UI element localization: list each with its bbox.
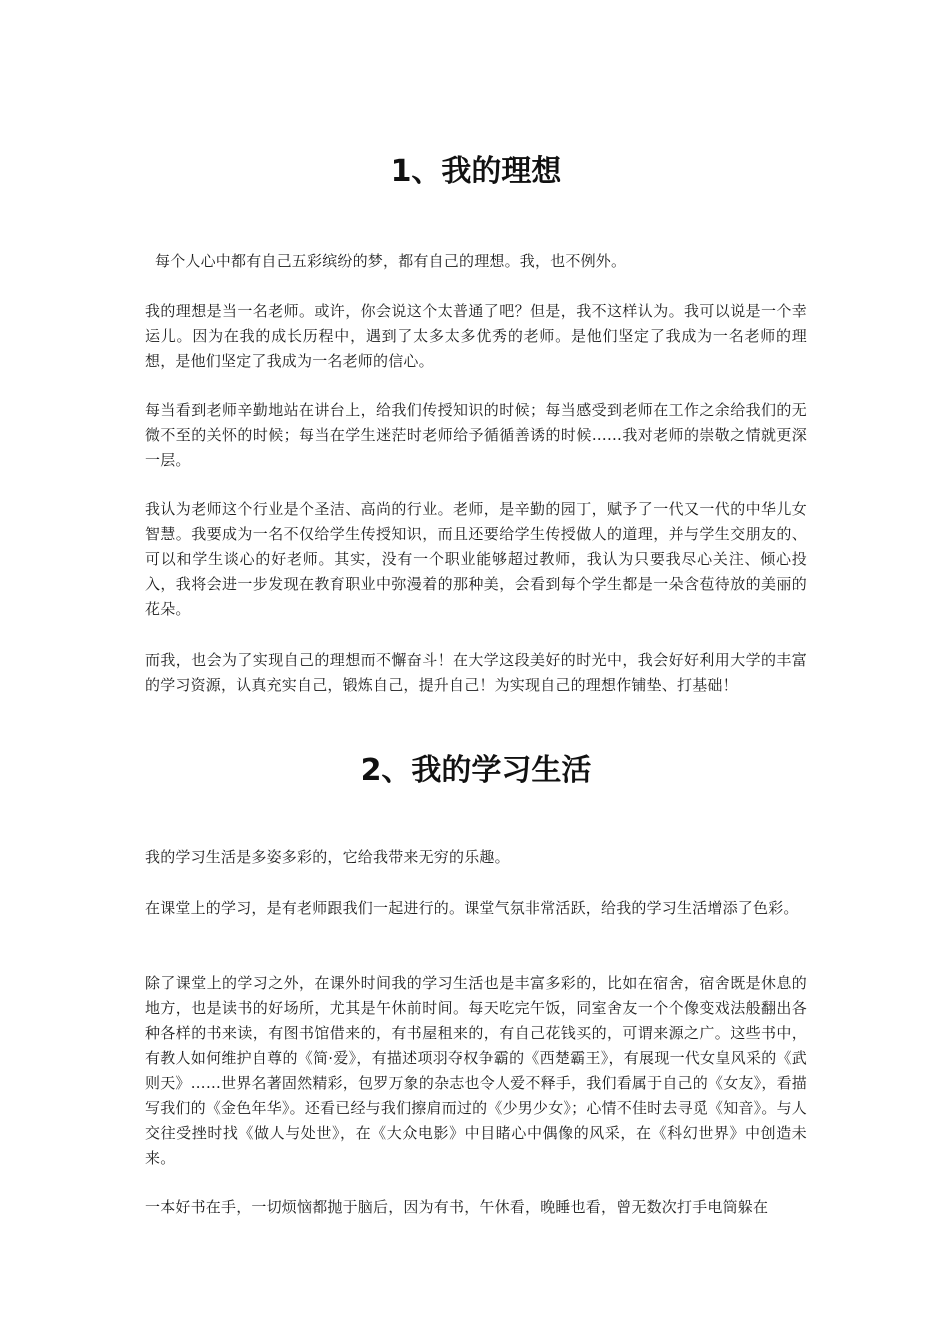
section-title-ideal: 1、我的理想	[390, 154, 562, 189]
paragraph: 而我，也会为了实现自己的理想而不懈奋斗！在大学这段美好的时光中，我会好好利用大学的丰富的学习资源，认真充实自己，锻炼自己，提升自己！为实现自己的理想作铺垫、打基础！	[145, 651, 807, 694]
paragraph: 我的学习生活是多姿多彩的，它给我带来无穷的乐趣。	[145, 848, 510, 866]
paragraph: 一本好书在手，一切烦恼都抛于脑后，因为有书，午休看，晚睡也看，曾无数次打手电筒躲在	[145, 1198, 769, 1216]
paragraph: 我认为老师这个行业是个圣洁、高尚的行业。老师，是辛勤的园丁，赋予了一代又一代的中华儿女智慧。我要成为一名不仅给学生传授知识，而且还要给学生传授做人的道理，并与学生交朋友的、可以和学生谈心的好老师。其实，没有一个职业能够超过教师，我认为只要我尽心关注、倾心投入，我将会进一步发现在教育职业中弥漫着的那种美，会看到每个学生都是一朵含苞待放的美丽的花朵。	[145, 500, 807, 618]
paragraph: 每个人心中都有自己五彩缤纷的梦，都有自己的理想。我，也不例外。	[155, 252, 627, 270]
section-title-study-life: 2、我的学习生活	[360, 753, 592, 788]
paragraph: 我的理想是当一名老师。或许，你会说这个太普通了吧？但是，我不这样认为。我可以说是一个幸运儿。因为在我的成长历程中，遇到了太多太多优秀的老师。是他们坚定了我成为一名老师的理想，是他们坚定了我成为一名老师的信心。	[145, 302, 807, 370]
paragraph: 每当看到老师辛勤地站在讲台上，给我们传授知识的时候；每当感受到老师在工作之余给我们的无微不至的关怀的时候；每当在学生迷茫时老师给予循循善诱的时候……我对老师的崇敬之情就更深一层。	[145, 401, 807, 469]
paragraph: 在课堂上的学习，是有老师跟我们一起进行的。课堂气氛非常活跃，给我的学习生活增添了色彩。	[145, 899, 799, 917]
paragraph: 除了课堂上的学习之外，在课外时间我的学习生活也是丰富多彩的，比如在宿舍，宿舍既是休息的地方，也是读书的好场所，尤其是午休前时间。每天吃完午饭，同室舍友一个个像变戏法般翻出各种各样的书来读，有图书馆借来的，有书屋租来的，有自己花钱买的，可谓来源之广。这些书中，有教人如何维护自尊的《简·爱》，有描述项羽夺权争霸的《西楚霸王》，有展现一代女皇风采的《武则天》……世界名著固然精彩，包罗万象的杂志也令人爱不释手，我们看属于自己的《女友》，看描写我们的《金色年华》。还看已经与我们擦肩而过的《少男少女》；心情不佳时去寻觅《知音》。与人交往受挫时找《做人与处世》，在《大众电影》中目睹心中偶像的风采，在《科幻世界》中创造未来。	[145, 974, 807, 1167]
